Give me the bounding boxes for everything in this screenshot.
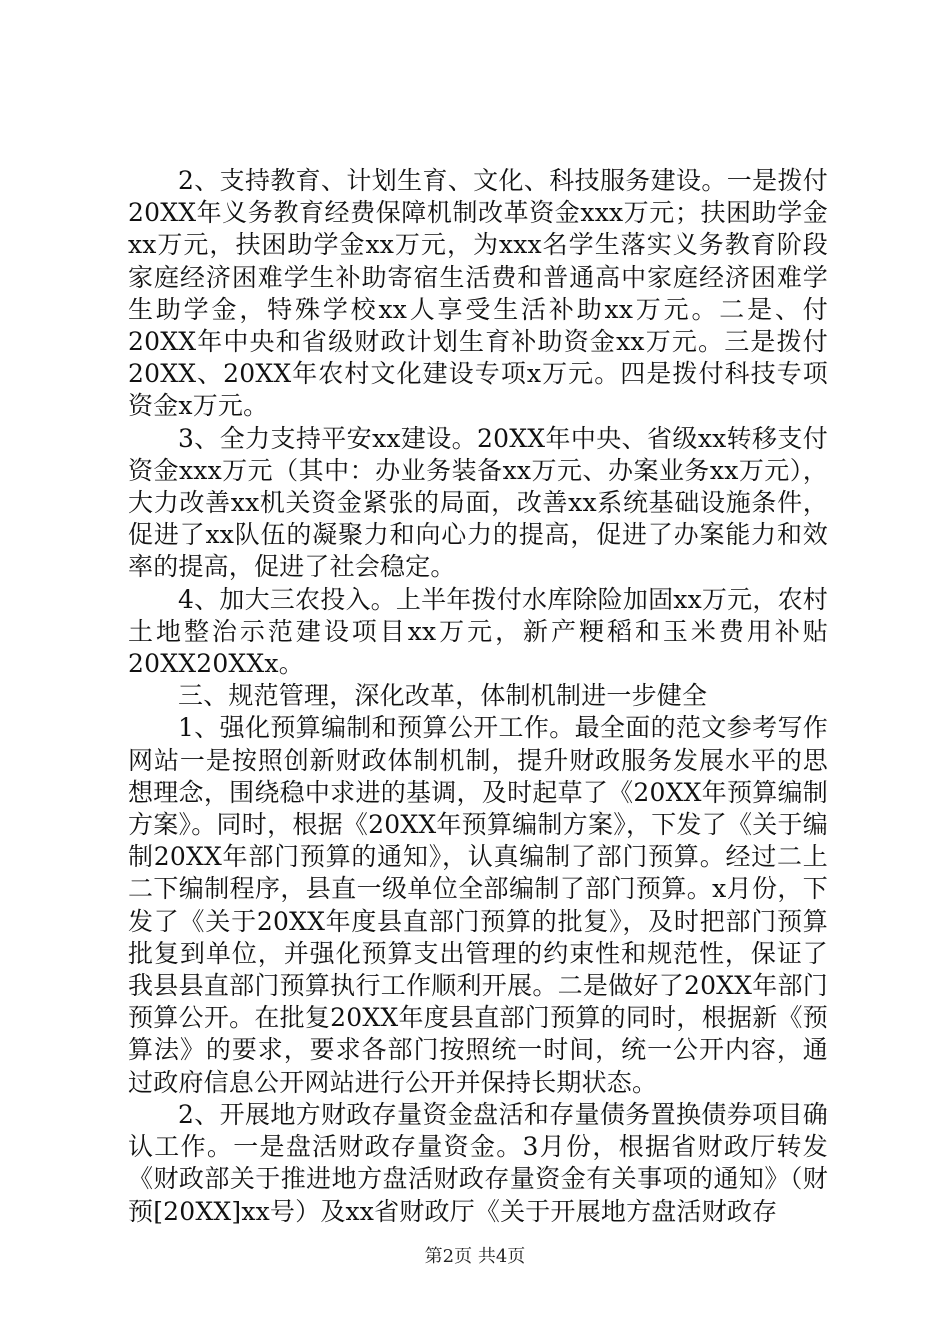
paragraph: 2、开展地方财政存量资金盘活和存量债务置换债券项目确认工作。一是盘活财政存量资金。3月份，根据省财政厅转发《财政部关于推进地方盘活财政存量资金有关事项的通知》（财预[20XX]xx号）及xx省财政厅《关于开展地方盘活财政存 (128, 1099, 828, 1226)
paragraph: 3、全力支持平安xx建设。20XX年中央、省级xx转移支付资金xxx万元（其中：办业务装备xx万元、办案业务xx万元），大力改善xx机关资金紧张的局面，改善xx系统基础设施条件，促进了xx队伍的凝聚力和向心力的提高，促进了办案能力和效率的提高，促进了社会稳定。 (128, 423, 828, 582)
document-body (128, 165, 828, 1228)
paragraph: 1、强化预算编制和预算公开工作。最全面的范文参考写作网站一是按照创新财政体制机制，提升财政服务发展水平的思想理念，围绕稳中求进的基调，及时起草了《20XX年预算编制方案》。同时，根据《20XX年预算编制方案》，下发了《关于编制20XX年部门预算的通知》，认真编制了部门预算。经过二上二下编制程序，县直一级单位全部编制了部门预算。x月份，下发了《关于20XX年度县直部门预算的批复》，及时把部门预算批复到单位，并强化预算支出管理的约束性和规范性，保证了我县县直部门预算执行工作顺利开展。二是做好了20XX年部门预算公开。在批复20XX年度县直部门预算的同时，根据新《预算法》的要求，要求各部门按照统一时间，统一公开内容，通过政府信息公开网站进行公开并保持长期状态。 (128, 713, 828, 1097)
paragraph: 4、加大三农投入。上半年拨付水库除险加固xx万元，农村土地整治示范建设项目xx万元，新产粳稻和玉米费用补贴20XX20XXx。 (128, 584, 828, 679)
page-number-footer: 第2页 共4页 (424, 1246, 526, 1267)
section-heading: 三、规范管理，深化改革，体制机制进一步健全 (178, 681, 708, 711)
paragraph: 2、支持教育、计划生育、文化、科技服务建设。一是拨付20XX年义务教育经费保障机制改革资金xxx万元；扶困助学金xx万元，扶困助学金xx万元，为xxx名学生落实义务教育阶段家庭经济困难学生补助寄宿生活费和普通高中家庭经济困难学生助学金，特殊学校xx人享受生活补助xx万元。二是、付20XX年中央和省级财政计划生育补助资金xx万元。三是拨付20XX、20XX年农村文化建设专项x万元。四是拨付科技专项资金x万元。 (128, 166, 828, 421)
